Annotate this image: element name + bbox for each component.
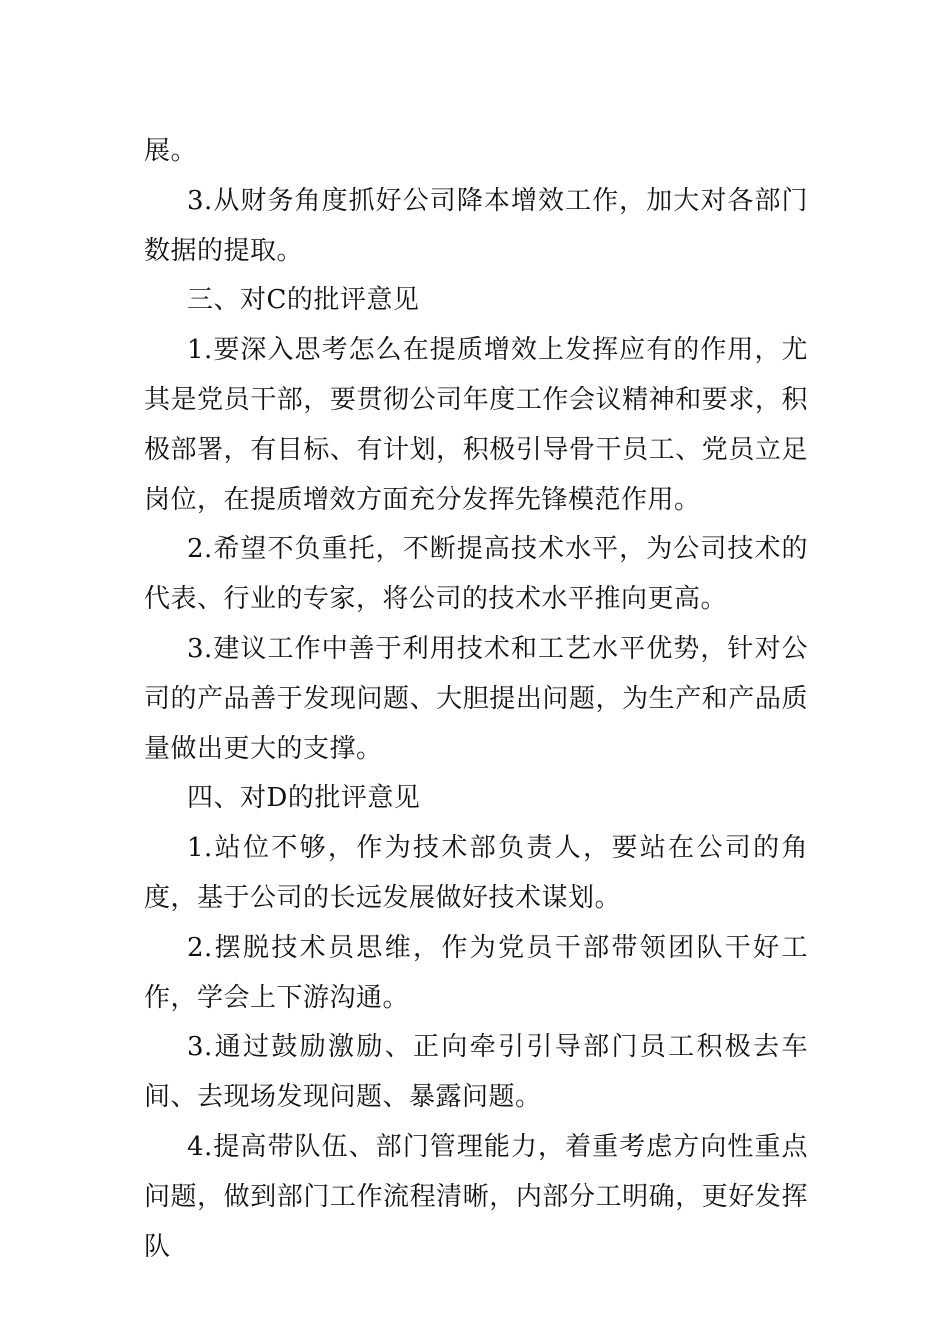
- paragraph-d-item-1: 1.站位不够，作为技术部负责人，要站在公司的角度，基于公司的长远发展做好技术谋划。: [144, 833, 808, 913]
- paragraph-continuation: 展。: [144, 136, 198, 166]
- paragraph-d-item-4: 4.提高带队伍、部门管理能力，着重考虑方向性重点问题，做到部门工作流程清晰，内部分工明确，更好发挥队: [144, 1131, 808, 1262]
- paragraph-d-item-3: 3.通过鼓励激励、正向牵引引导部门员工积极去车间、去现场发现问题、暴露问题。: [144, 1032, 808, 1113]
- paragraph-item-3-finance: 3.从财务角度抓好公司降本增效工作，加大对各部门数据的提取。: [144, 185, 808, 266]
- paragraph-c-item-1: 1.要深入思考怎么在提质增效上发挥应有的作用，尤其是党员干部，要贯彻公司年度工作会议精神和要求，积极部署，有目标、有计划，积极引导骨干员工、党员立足岗位，在提质增效方面充分发挥先锋模范作用。: [144, 335, 808, 515]
- section-heading-d: 四、对D的批评意见: [187, 783, 421, 814]
- paragraph-c-item-3: 3.建议工作中善于利用技术和工艺水平优势，针对公司的产品善于发现问题、大胆提出问题，为生产和产品质量做出更大的支撑。: [144, 633, 808, 764]
- section-heading-c: 三、对C的批评意见: [187, 285, 420, 316]
- document-body: [144, 127, 808, 1272]
- paragraph-c-item-2: 2.希望不负重托，不断提高技术水平，为公司技术的代表、行业的专家，将公司的技术水平推向更高。: [144, 534, 808, 615]
- paragraph-d-item-2: 2.摆脱技术员思维，作为党员干部带领团队干好工作，学会上下游沟通。: [144, 932, 808, 1013]
